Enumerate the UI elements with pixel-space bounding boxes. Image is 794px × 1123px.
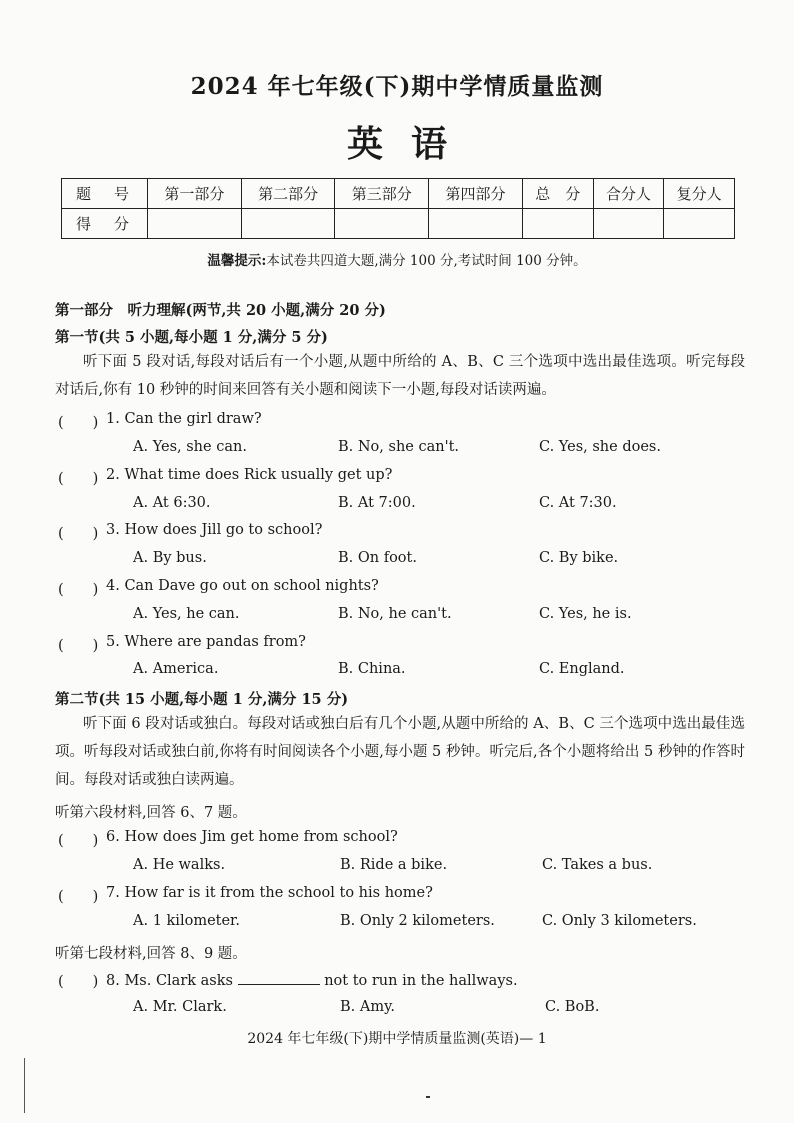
option-b: B. China. (338, 661, 406, 677)
option-c: C. England. (539, 661, 625, 677)
option-c: C. At 7:30. (539, 495, 617, 511)
subject-title: 英语 (346, 123, 475, 165)
score-table-header-row (62, 179, 735, 209)
page-footer: 2024 年七年级(下)期中学情质量监测(英语)— 1 (247, 1031, 547, 1047)
score-header-cell: 第四部分 (429, 179, 523, 209)
score-header-cell: 第一部分 (148, 179, 242, 209)
question-stem-post: not to run in the hallways. (324, 973, 518, 989)
option-c: C. Yes, she does. (539, 439, 661, 455)
answer-bracket[interactable]: ( ) (58, 582, 99, 598)
section1-instruction: 听下面 5 段对话,每段对话后有一个小题,从题中所给的 A、B、C 三个选项中选出最佳选项。听完每段对话后,你有 10 秒钟的时间来回答有关小题和阅读下一小题,每段对话读两遍。 (55, 354, 745, 398)
option-a: A. 1 kilometer. (133, 913, 241, 929)
option-c: C. Takes a bus. (542, 857, 653, 873)
option-a: A. Yes, he can. (133, 606, 240, 622)
option-b: B. No, she can't. (338, 439, 460, 455)
answer-bracket[interactable]: ( ) (58, 974, 99, 990)
option-a: A. By bus. (133, 550, 207, 566)
question-stem: 4. Can Dave go out on school nights? (106, 578, 379, 594)
answer-bracket[interactable]: ( ) (58, 638, 99, 654)
score-header-cell: 总 分 (522, 179, 593, 209)
tip-text: 本试卷共四道大题,满分 100 分,考试时间 100 分钟。 (266, 253, 587, 269)
score-header-cell: 题 号 (62, 179, 148, 209)
option-a: A. Mr. Clark. (133, 999, 227, 1015)
answer-bracket[interactable]: ( ) (58, 526, 99, 542)
exam-tip (0, 249, 794, 269)
score-input-cell[interactable] (522, 209, 593, 239)
tip-label: 温馨提示: (207, 253, 267, 269)
score-table (61, 178, 735, 239)
option-b: B. Only 2 kilometers. (340, 913, 495, 929)
score-header-cell: 第三部分 (335, 179, 429, 209)
option-a: A. He walks. (133, 857, 226, 873)
option-c: C. Only 3 kilometers. (542, 913, 697, 929)
question-stem: 2. What time does Rick usually get up? (106, 467, 393, 483)
exam-title: 2024 年七年级(下)期中学情质量监测 (190, 73, 604, 100)
score-input-cell[interactable] (241, 209, 335, 239)
option-c: C. By bike. (539, 550, 619, 566)
score-header-cell: 第二部分 (241, 179, 335, 209)
score-input-cell[interactable] (429, 209, 523, 239)
material6-instruction: 听第六段材料,回答 6、7 题。 (55, 805, 247, 821)
section1-title: 第一节(共 5 小题,每小题 1 分,满分 5 分) (55, 329, 328, 346)
scan-artifact (24, 1058, 25, 1113)
option-b: B. Ride a bike. (340, 857, 448, 873)
fill-blank[interactable] (238, 970, 320, 985)
question-stem-pre: 8. Ms. Clark asks (106, 973, 233, 989)
option-b: B. Amy. (340, 999, 395, 1015)
section2-instruction: 听下面 6 段对话或独白。每段对话或独白后有几个小题,从题中所给的 A、B、C 三个选项中选出最佳选项。听每段对话或独白前,你将有时间阅读各个小题,每小题 5 秒钟。听完后,各个小题将给出 5 秒钟的作答时间。每段对话或独白读两遍。 (55, 716, 745, 788)
answer-bracket[interactable]: ( ) (58, 471, 99, 487)
option-a: A. Yes, she can. (133, 439, 247, 455)
material7-instruction: 听第七段材料,回答 8、9 题。 (55, 946, 247, 962)
scan-artifact (426, 1096, 430, 1098)
option-b: B. On foot. (338, 550, 417, 566)
score-input-cell[interactable] (148, 209, 242, 239)
question-stem: 5. Where are pandas from? (106, 634, 306, 650)
score-input-cell[interactable] (664, 209, 735, 239)
part1-title: 第一部分 听力理解(两节,共 20 小题,满分 20 分) (55, 302, 386, 319)
option-a: A. America. (133, 661, 219, 677)
score-header-cell: 合分人 (593, 179, 664, 209)
answer-bracket[interactable]: ( ) (58, 415, 99, 431)
option-a: A. At 6:30. (133, 495, 211, 511)
option-c: C. BoB. (545, 999, 600, 1015)
score-table-score-row (62, 209, 735, 239)
score-input-cell[interactable] (335, 209, 429, 239)
question-stem: 7. How far is it from the school to his home? (106, 885, 433, 901)
option-b: B. No, he can't. (338, 606, 452, 622)
question-stem (106, 970, 518, 989)
answer-bracket[interactable]: ( ) (58, 889, 99, 905)
option-b: B. At 7:00. (338, 495, 416, 511)
question-stem: 1. Can the girl draw? (106, 411, 262, 427)
question-stem: 3. How does Jill go to school? (106, 522, 323, 538)
answer-bracket[interactable]: ( ) (58, 833, 99, 849)
score-row-label: 得 分 (62, 209, 148, 239)
section2-title: 第二节(共 15 小题,每小题 1 分,满分 15 分) (55, 691, 349, 708)
score-header-cell: 复分人 (664, 179, 735, 209)
option-c: C. Yes, he is. (539, 606, 632, 622)
question-stem: 6. How does Jim get home from school? (106, 829, 398, 845)
score-input-cell[interactable] (593, 209, 664, 239)
